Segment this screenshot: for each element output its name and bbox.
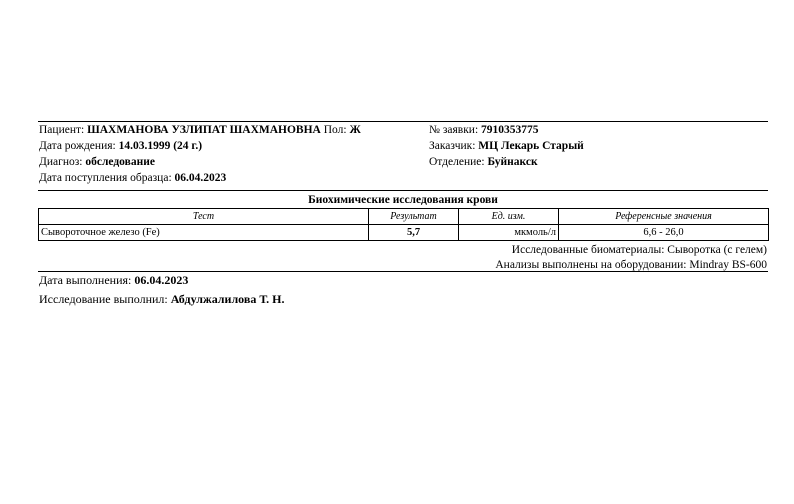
received-label: Дата поступления образца: [39,172,172,184]
cell-unit: мкмоль/л [459,225,559,241]
header-reference: Референсные значения [559,209,769,225]
equipment-note: Анализы выполнены на оборудовании: Mindray BS-600 [495,259,767,271]
results-header-row [39,209,769,225]
cell-test: Сывороточное железо (Fe) [39,225,369,241]
header-result: Результат [369,209,459,225]
department-value: Буйнакск [487,156,538,168]
department-line [429,155,538,169]
diagnosis-value: обследование [85,156,155,168]
performer-value: Абдулжалилова Т. Н. [170,292,285,306]
completed-label: Дата выполнения: [39,273,132,287]
order-number-line [429,123,539,137]
cell-reference: 6,6 - 26,0 [559,225,769,241]
dob-label: Дата рождения: [39,140,116,152]
order-number-label: № заявки: [429,124,479,136]
customer-value: МЦ Лекарь Старый [478,140,584,152]
department-label: Отделение: [429,156,485,168]
customer-line [429,139,584,153]
top-rule [38,121,768,122]
cell-result: 5,7 [369,225,459,241]
table-row [39,225,769,241]
received-value: 06.04.2023 [174,172,227,184]
dob-line [39,139,202,153]
performer-label: Исследование выполнил: [39,292,168,306]
patient-label: Пациент: [39,124,85,136]
order-number-value: 7910353775 [481,124,539,136]
section-title: Биохимические исследования крови [308,194,498,206]
footer-rule [38,271,768,272]
results-table [38,208,769,241]
biomaterial-note: Исследованные биоматериалы: Сыворотка (с гелем) [511,244,767,256]
customer-label: Заказчик: [429,140,476,152]
performer-line [39,292,285,306]
completed-value: 06.04.2023 [134,273,189,287]
dob-value: 14.03.1999 (24 г.) [118,140,203,152]
header-test: Тест [39,209,369,225]
completed-line [39,273,188,287]
header-unit: Ед. изм. [459,209,559,225]
patient-line [39,123,361,137]
diagnosis-label: Диагноз: [39,156,83,168]
sex-label: Пол: [323,124,347,136]
sex-value: Ж [349,124,361,136]
diagnosis-line [39,155,155,169]
received-line [39,171,226,185]
section-rule [38,190,768,191]
patient-name: ШАХМАНОВА УЗЛИПАТ ШАХМАНОВНА [87,124,321,136]
